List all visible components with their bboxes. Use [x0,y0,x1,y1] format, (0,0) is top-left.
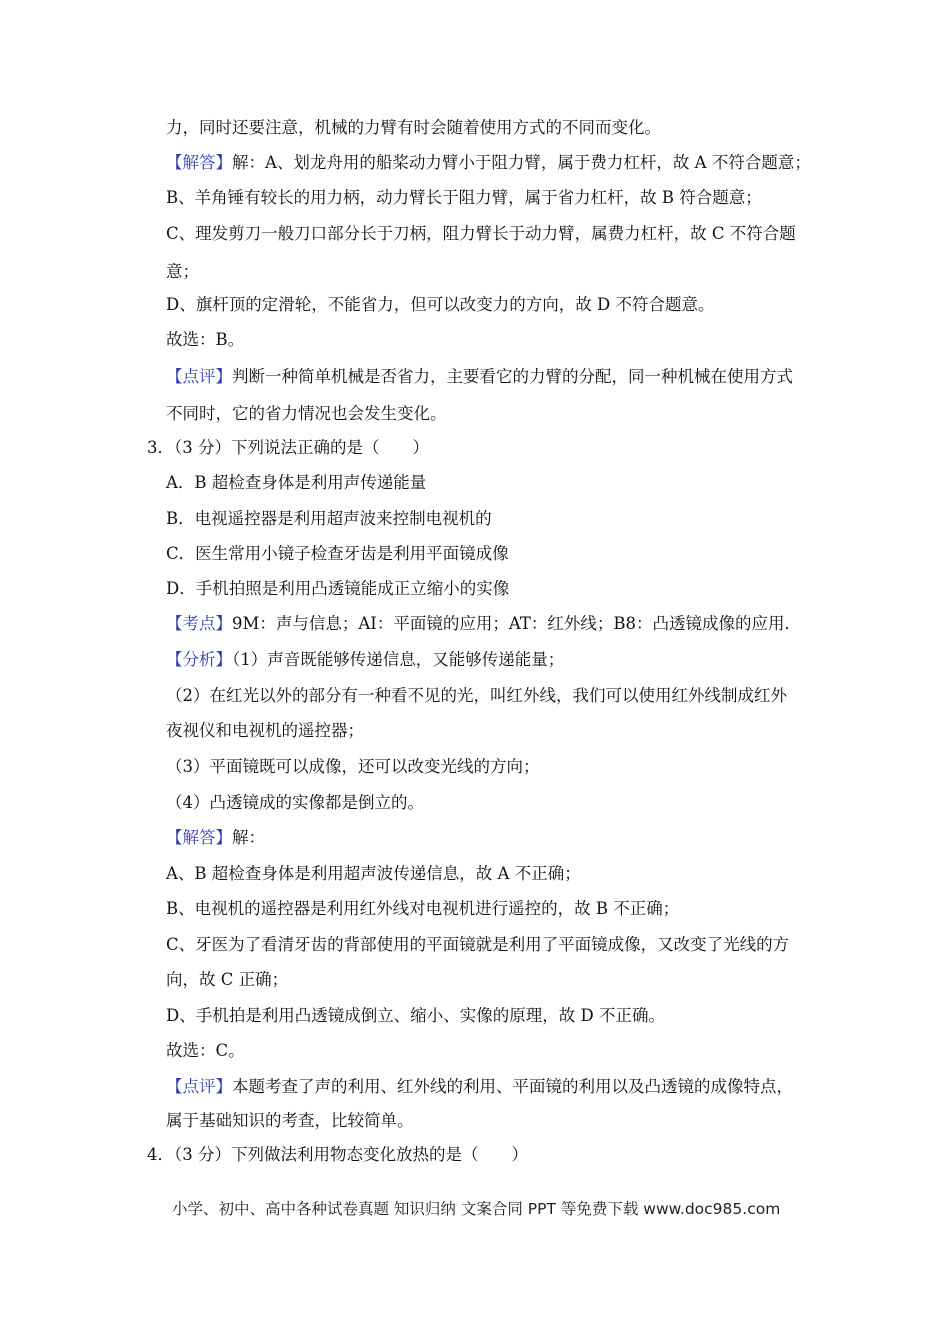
line-text: 解：A、划龙舟用的船桨动力臂小于阻力臂，属于费力杠杆，故 A 不符合题意； [232,153,811,172]
text-line [166,1077,793,1097]
text-line [166,367,793,387]
text-line [166,509,492,529]
text-line [166,864,581,884]
text-line [166,224,796,244]
line-text: 本题考查了声的利用、红外线的利用、平面镜的利用以及凸透镜的成像特点， [232,1077,793,1096]
line-text: 判断一种简单机械是否省力，主要看它的力臂的分配，同一种机械在使用方式 [232,367,793,386]
line-text: 不同时，它的省力情况也会发生变化。 [166,404,447,423]
line-text: B、羊角锤有较长的用力柄，动力臂长于阻力臂，属于省力杠杆，故 B 符合题意； [166,188,762,207]
line-text: 故选：C。 [166,1041,245,1060]
line-text: D、旗杆顶的定滑轮，不能省力，但可以改变力的方向，故 D 不符合题意。 [166,295,715,314]
text-line [166,473,426,493]
text-line [166,1006,665,1026]
section-tag: 【分析】 [166,650,232,669]
line-text: A、B 超检查身体是利用超声波传递信息，故 A 不正确； [166,864,581,883]
footer-text: 小学、初中、高中各种试卷真题 知识归纳 文案合同 PPT 等免费下载 www.doc985.com [172,1200,781,1218]
line-text: D、手机拍是利用凸透镜成倒立、缩小、实像的原理，故 D 不正确。 [166,1006,665,1025]
section-tag: 【点评】 [166,367,232,386]
text-line [166,262,199,282]
text-line [166,1111,414,1131]
line-text: D．手机拍照是利用凸透镜能成正立缩小的实像 [166,579,510,598]
text-line [166,757,540,777]
text-line [166,1041,245,1061]
text-line [166,793,424,813]
text-line [166,935,789,955]
line-text: C、理发剪刀一般刀口部分长于刀柄，阻力臂长于动力臂，属费力杠杆，故 C 不符合题 [166,224,796,243]
question-line [147,1145,528,1165]
line-text: B、电视机的遥控器是利用红外线对电视机进行遥控的，故 B 不正确； [166,899,680,918]
line-text: 夜视仪和电视机的遥控器； [166,721,364,740]
question-line [147,438,429,458]
section-tag: 【点评】 [166,1077,232,1096]
line-text: （1）声音既能够传递信息，又能够传递能量； [232,650,565,669]
text-line [166,970,288,990]
line-text: 故选：B。 [166,330,245,349]
line-text: （3）平面镜既可以成像，还可以改变光线的方向； [166,757,540,776]
text-line [166,330,244,350]
text-line [166,295,714,315]
text-line [166,828,265,848]
text-line [166,544,509,564]
line-text: 4．（3 分）下列做法利用物态变化放热的是（ ） [147,1145,528,1164]
line-text: 3．（3 分）下列说法正确的是（ ） [147,438,429,457]
line-text: 向，故 C 正确； [166,970,289,989]
text-line [166,899,679,919]
line-text: （4）凸透镜成的实像都是倒立的。 [166,793,424,812]
text-line [166,614,801,634]
text-line [166,153,811,173]
line-text: 9M：声与信息；AI：平面镜的应用；AT：红外线；B8：凸透镜成像的应用． [232,614,801,633]
line-text: 意； [166,262,199,281]
text-line [166,579,509,599]
line-text: B．电视遥控器是利用超声波来控制电视机的 [166,509,492,528]
line-text: C．医生常用小镜子检查牙齿是利用平面镜成像 [166,544,509,563]
text-line [166,650,564,670]
text-line [166,686,787,706]
line-text: （2）在红光以外的部分有一种看不见的光，叫红外线，我们可以使用红外线制成红外 [166,686,787,705]
text-line [166,188,762,208]
line-text: 力，同时还要注意，机械的力臂有时会随着使用方式的不同而变化。 [166,118,661,137]
text-line [166,721,364,741]
section-tag: 【考点】 [166,614,232,633]
line-text: 属于基础知识的考查，比较简单。 [166,1111,414,1130]
section-tag: 【解答】 [166,153,232,172]
text-line [166,404,447,424]
text-line [166,118,661,138]
line-text: C、牙医为了看清牙齿的背部使用的平面镜就是利用了平面镜成像，又改变了光线的方 [166,935,790,954]
line-text: 解： [232,828,265,847]
line-text: A．B 超检查身体是利用声传递能量 [166,473,427,492]
section-tag: 【解答】 [166,828,232,847]
